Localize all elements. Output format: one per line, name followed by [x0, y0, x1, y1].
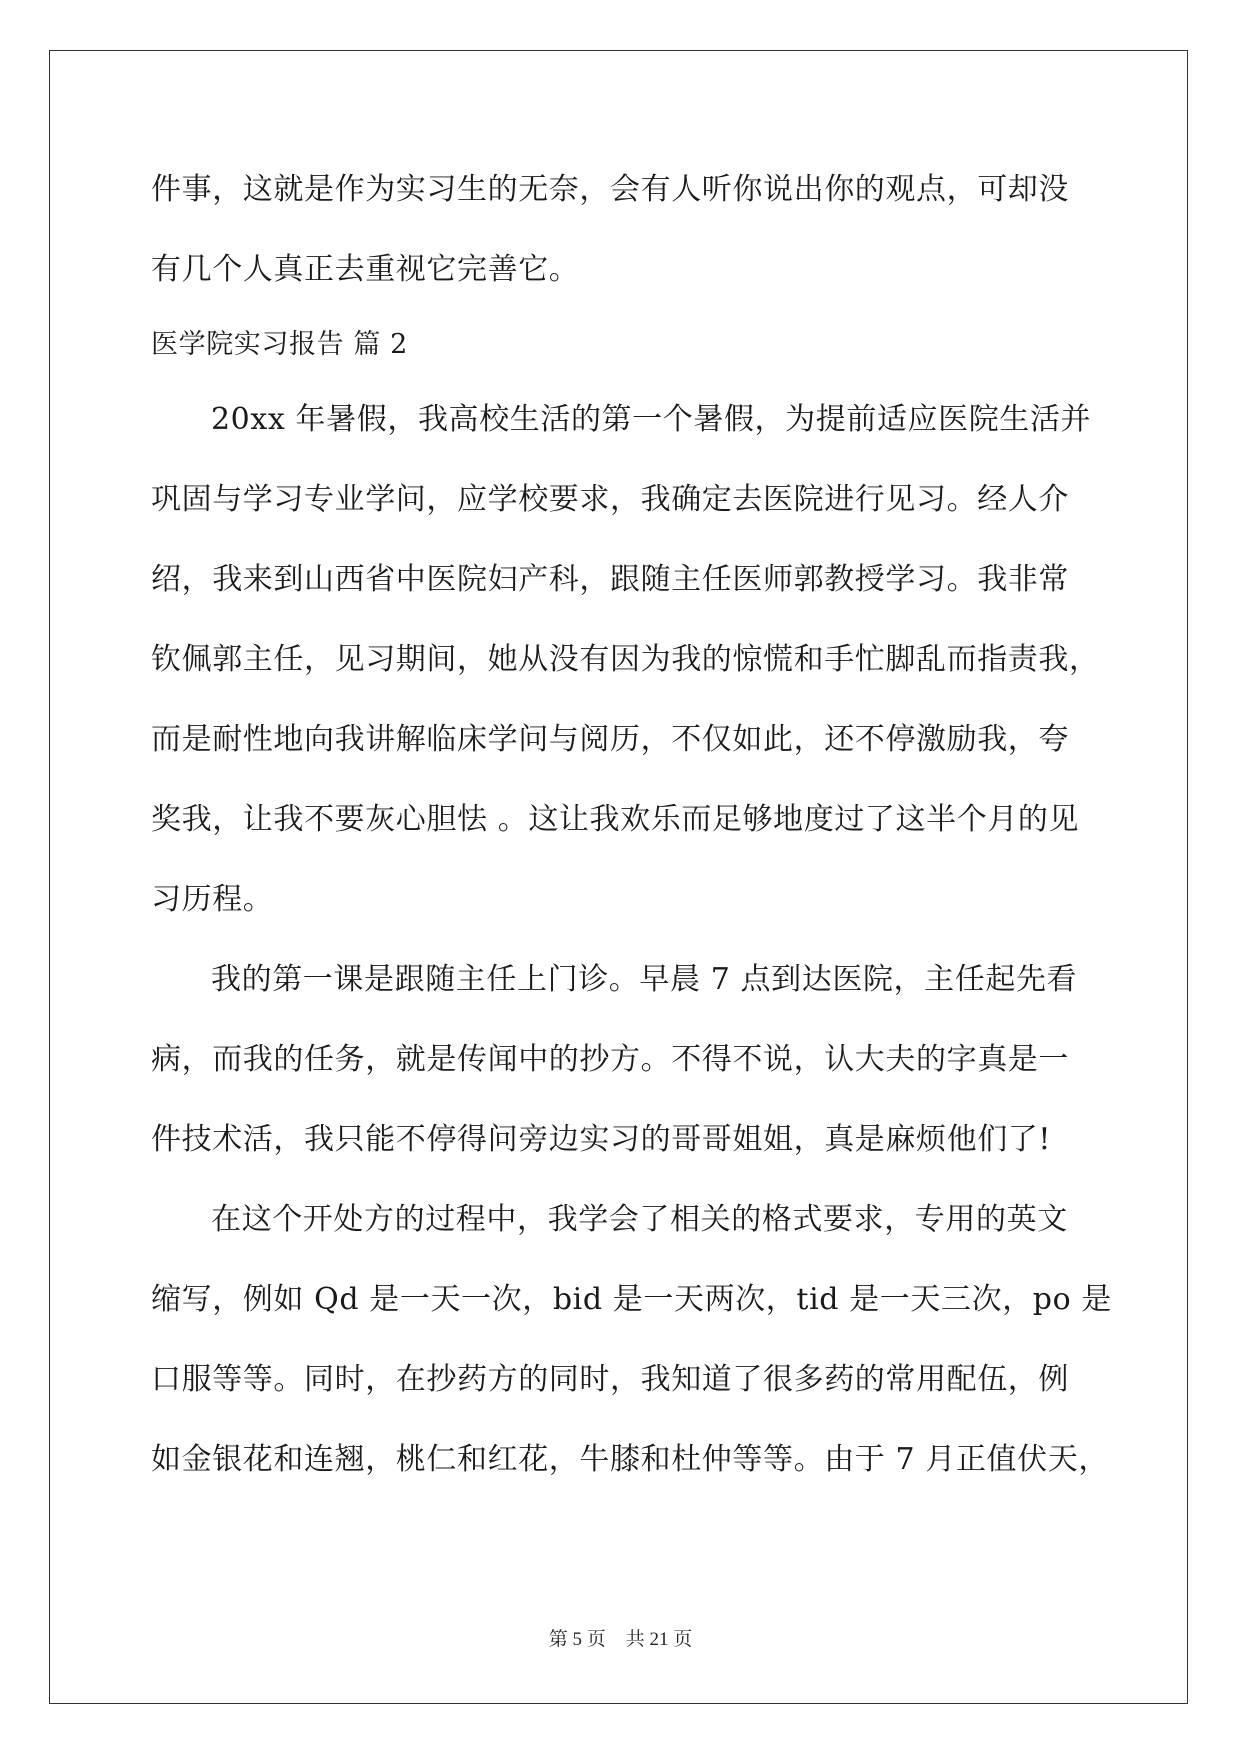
text-line: 习历程。	[151, 882, 274, 917]
text-line: 奖我，让我不要灰心胆怯 。这让我欢乐而足够地度过了这半个月的见	[151, 802, 1080, 837]
text-line: 在这个开处方的过程中，我学会了相关的格式要求，专用的英文	[211, 1202, 1068, 1237]
text-line: 病，而我的任务，就是传闻中的抄方。不得不说，认大夫的字真是一	[151, 1042, 1069, 1077]
text-line: 绍，我来到山西省中医院妇产科，跟随主任医师郭教授学习。我非常	[151, 562, 1069, 597]
page-total: 共 21 页	[625, 1629, 693, 1650]
text-line: 20xx 年暑假，我高校生活的第一个暑假，为提前适应医院生活并	[211, 402, 1092, 437]
paragraph	[151, 950, 1106, 1190]
paragraph	[151, 1190, 1113, 1510]
text-line: 件技术活，我只能不停得问旁边实习的哥哥姐姐，真是麻烦他们了!	[151, 1122, 1052, 1157]
page-number: 第 5 页	[548, 1629, 606, 1650]
paragraph-continuation	[151, 160, 1106, 320]
text-line: 如金银花和连翘，桃仁和红花，牛膝和杜仲等等。由于 7 月正值伏天，	[151, 1442, 1109, 1477]
text-line: 我的第一课是跟随主任上门诊。早晨 7 点到达医院，主任起先看	[211, 962, 1078, 997]
text-line: 钦佩郭主任，见习期间，她从没有因为我的惊慌和手忙脚乱而指责我，	[151, 642, 1100, 677]
section-heading: 医学院实习报告 篇 2	[151, 329, 408, 360]
text-line: 有几个人真正去重视它完善它。	[151, 252, 580, 287]
paragraph	[151, 390, 1106, 950]
text-line: 件事，这就是作为实习生的无奈，会有人听你说出你的观点，可却没	[151, 172, 1069, 207]
text-line: 而是耐性地向我讲解临床学问与阅历，不仅如此，还不停激励我，夸	[151, 722, 1069, 757]
text-line: 口服等等。同时，在抄药方的同时，我知道了很多药的常用配伍，例	[151, 1362, 1069, 1397]
page-footer	[0, 1624, 1241, 1651]
document-body	[151, 160, 1113, 1510]
text-line: 缩写，例如 Qd 是一天一次，bid 是一天两次，tid 是一天三次，po 是	[151, 1282, 1113, 1317]
text-line: 巩固与学习专业学问，应学校要求，我确定去医院进行见习。经人介	[151, 482, 1069, 517]
